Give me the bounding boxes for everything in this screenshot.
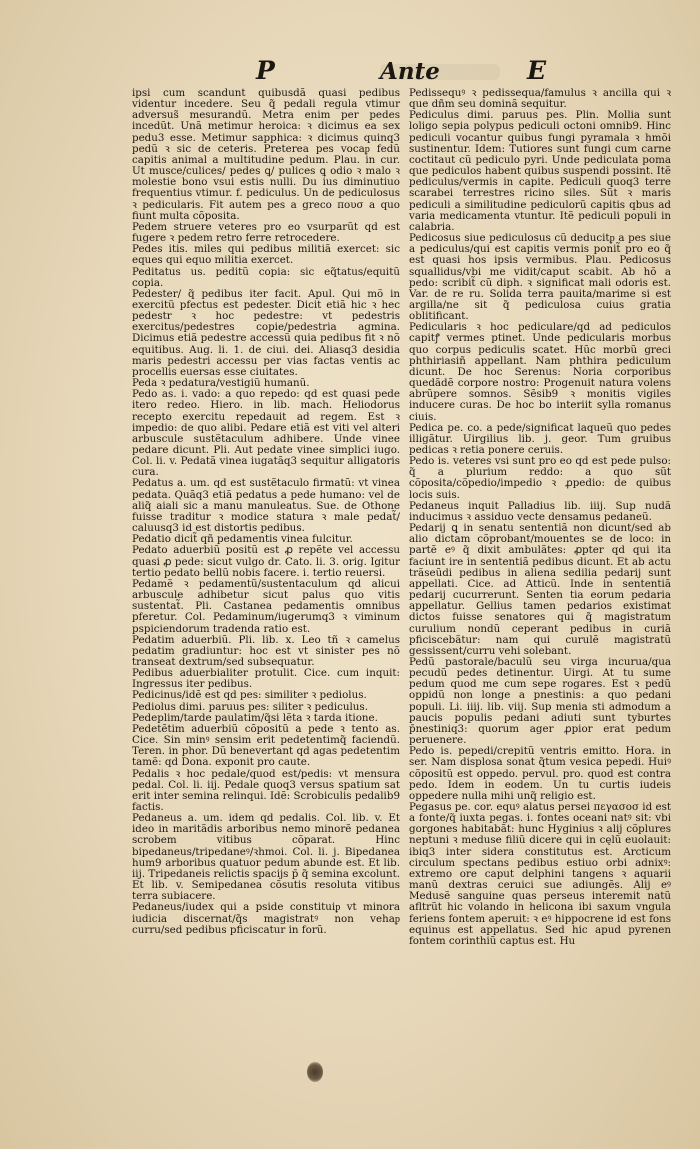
dictionary-entry: Peditatus us. peditũ copia: sic eq̃tatus/equitũ copia. xyxy=(132,265,400,289)
dictionary-entry: Pedalis ꝛ hoc pedale/quod est/pedis: vt mensura pedal. Col. li. iij. Pedale quoq3 versus spatium sat erit inter semina relinqui. Idẽ: Scrobiculis pedalib9 factis. xyxy=(132,767,400,813)
dictionary-entry: Pedo is. pepedi/crepitũ ventris emitto. Hora. in ser. Nam displosa sonat q̃tum vesica pepedi. Huiꝰ cõpositũ est oppedo. pervul. pro. quod est contra pedo. Idem in eodem. Un tu curtis iudeis oppedere nulla mihi unq̃ religio est. xyxy=(409,745,671,802)
dictionary-entry: Pedetẽtim aduerbiũ cõpositũ a pede ꝛ tento as. Cice. Sin minꝰ sensim erit pedetentimq̃ faciendũ. Teren. in phor. Dũ benevertant qd agas pedetentim tamẽ: qd Dona. exponit pro caute. xyxy=(132,722,400,769)
dictionary-entry: Pedica pe. co. a pede/significat laqueũ quo pedes illigãtur. Uirgilius lib. j. geor. Tum gruibus pedicas ꝛ retia ponere ceruis. xyxy=(409,421,671,456)
dictionary-entry: Pediculus dimi. paruus pes. Plin. Mollia sunt loligo sepia polypus pediculi octoni omnib9. Hinc pediculi vocantur quibus fungi pyramala ꝛ hmõi sustinentur. Idem: Tutiores sunt fungi cum carne coctitaut cũ pediculo pyri. Unde pediculata poma que pediculos habent quibus suspendi possint. Itẽ pediculus/vermis in capite. Pediculi quoq3 terre scarabei terrestres ricino siles. Sũt ꝛ maris pediculi a similitudine pediculorũ capitis qbus ad varia medicamenta vtuntur. Itẽ pediculi populi in calabria. xyxy=(409,109,671,233)
dictionary-entry: Pegasus pe. cor. equꝰ alatus persei ᴨεγασοσ id est a fonte/q̃ iuxta pegas. i. fontes oceani natꝰ sit: vbi gorgones habitabãt: hunc Hyginius ꝛ alij cõplures neptuni ꝛ meduse filiũ dicere qui in cęlũ euolauit: ibiq3 inter sidera constitutus est. Arcticum circulum spectans pedibus estiuo orbi adnixꝰ: extremo ore caput delphini tangens ꝛ aquarii manũ dextras ceruici sue adiungẽs. Alij eꝰ Medusẽ sanguine quas perseus interemit natũ afltrũt hic volando in helicona ibi saxum vngula feriens fontem aperuit: ꝛ eꝰ hippocrene id est fons equinus est appellatus. Sed hic apud pyrenen fontem corinthiũ captus est. Hu xyxy=(409,801,671,947)
dictionary-entry: Pedo as. i. vado: a quo repedo: qd est quasi pede itero redeo. Hiero. in lib. mach. Heliodorus recepto exercitu repedauit ad regem. Est ꝛ impedio: de quo alibi. Pedare etiã est viti vel alteri arbuscule sustẽtaculum adhibere. Unde vinee pedare dicunt. Pli. Aut pedate vinee simplici iugo. Col. li. v. Pedatã vinea iugatãq3 sequitur alligatoris cura. xyxy=(132,388,400,479)
dictionary-entry: Pedissequꝰ ꝛ pedissequa/famulus ꝛ ancilla qui ꝛ que dñm seu dominã sequitur. xyxy=(409,87,671,111)
dictionary-entry: Pedato aduerbiũ positũ est ꝓ repẽte vel accessu quasi ꝓ pede: sicut vulgo dr. Cato. li. 3. orig. Igitur tertio pedato bellũ nobis facere. i. tertio reuersi. xyxy=(132,544,400,579)
dictionary-entry: Pedibus aduerbialiter protulit. Cice. cum inquit: Ingressus iter pedibus. xyxy=(132,667,400,691)
header-title: Ante xyxy=(380,58,440,85)
dictionary-entry: Pedaneus a. um. idem qd pedalis. Col. lib. v. Et ideo in maritãdis arboribus nemo minorẽ pedanea scrobem vitibus cõparat. Hinc bipedaneus/tripedaneꝰ/ꝛhmoi. Col. li. j. Bipedanea hum9 arboribus quatuor pedum abunde est. Et lib. iij. Tripedaneis relictis spacijs p̄ q̃ semina excolunt. Et lib. v. Semipedanea cõsutis resoluta vitibus terra subiacere. xyxy=(132,812,400,903)
dictionary-entry: Peda ꝛ pedatura/vestigiũ humanũ. xyxy=(132,377,310,390)
dictionary-entry: Pedicosus siue pediculosus cũ deducitᵱ a pes siue a pediculus/qui est capitis vermis ponit̃ pro eo q̃ est quasi hos ipsis vermibus. Plau. Pedicosus squallidus/vbi me vidit/caput scabit. Ab hõ a pedo: scribit̃ cũ diph. ꝛ significat mali odoris est. Var. de re ru. Solida terra pauita/marime si est argilla/ne sit q̃ pediculosa cuius gratia oblitificant. xyxy=(409,232,671,323)
ink-stain xyxy=(307,1062,323,1082)
dictionary-entry: ipsi cum scandunt quibusdã quasi pedibus videntur incedere. Seu q̃ pedali regula vtimur adversus̃ mesurandũ. Metra enim per pedes incedũt. Unã metimur heroica: ꝛ dicimus ea sex pedu3 esse. Metimur sapphica: ꝛ dicimus quinq3 pedũ ꝛ sic de ceteris. Preterea pes vocaᵱ fedũ capitis animal a multitudine pedum. Plau. in cur. Ut musce/culices/ pedes ꝗ/ pulices ꝗ odio ꝛ malo ꝛ molestie bono vsui estis nulli. Du ius diminutiuo frequentius vtimur. f. pediculus. Un de pediculosus ꝛ pedicularis. Fit autem pes a greco ᴨουσ a quo fiunt multa cõposita. xyxy=(132,87,400,222)
dictionary-entry: Pedo is. veteres vsi sunt pro eo qd est pede pulso: q̃ a plurium reddo: a quo sũt cõposita/cõpedio/impedio ꝛ ꝓpedio: de quibus locis suis. xyxy=(409,455,671,501)
dictionary-entry: Pedatim aduerbiũ. Pli. lib. x. Leo tñ ꝛ camelus pedatim gradiuntur: hoc est vt sinister pes nõ transeat dextrum/sed subsequatur. xyxy=(132,633,400,668)
right-text-column xyxy=(409,88,671,947)
dictionary-entry: Pediolus dimi. paruus pes: siliter ꝛ pediculus. xyxy=(132,700,368,713)
dictionary-entry: Pedatio dicit̃ qñ pedamentis vinea fulcitur. xyxy=(132,533,353,546)
dictionary-entry: Pedarij ꝗ in senatu sententiã non dicunt/sed ab alio dictam cõprobant/mouentes se de loco: in partẽ eꝰ q̃ dixit ambulãtes: ꝓpter qd qui ita faciunt ire in sententiã pedibus dicunt. Et ab actu trãseũdi pedibus in aliena sedilia pedarij sunt appellati. Cice. ad Atticũ. Inde in sententiã pedarij cucurrerunt. Senten tia eorum pedaria appellatur. Gellius tamen pedarios existimat dictos fuisse senatores qui q̃ magistratum curulium nondũ ceperant pedibus in curiã pficiscebãtur: nam qui curulẽ magistratũ gessissent/curru vehi solebant. xyxy=(409,522,671,657)
dictionary-entry: Pedaneus inquit Palladius lib. iiij. Sup nudã inducimus ꝛ assiduo vecte densamus pedaneũ. xyxy=(409,499,671,523)
header-letter: E xyxy=(527,56,547,85)
dictionary-entry: Pedicularis ꝛ hoc pediculare/qd ad pediculos capitꝭ vermes ptinet. Unde pedicularis morbus quo corpus pediculis scatet. Hũc morbũ greci phthiriasiñ appellant. Nam phthira pediculum dicunt. De hoc Serenus: Noria corporibus quedãdẽ corpore nostro: Progenuit natura volens abrũpere somnos. Sẽsib9 ꝛ monitis vigiles inducere curas. De hoc bo interiit sylla romanus ciuis. xyxy=(409,321,671,423)
dictionary-entry: Pedeplim/tarde paulatim/q̃si lẽta ꝛ tarda itione. xyxy=(132,711,378,724)
dictionary-entry: Pedester/ q̃ pedibus iter facit. Apul. Qui mõ in exercitũ pfectus est pedester. Dicit etiã hic ꝛ hec pedestr ꝛ hoc pedestre: vt pedestris exercitus/pedestres copie/pedestria agmina. Dicimus etiã pedestre accessũ quia pedibus fit ꝛ nõ equitibus. Aug. li. 1. de ciui. dei. Aliasq3 desidia maris pedestri accessu per vias factas ventis ac procellis euersas esse ciuitates. xyxy=(132,287,400,378)
dictionary-entry: Pedicinus/idẽ est qd pes: similiter ꝛ pediolus. xyxy=(132,689,367,702)
dictionary-entry: Pedem struere veteres pro eo vsurparũt qd est fugere ꝛ pedem retro ferre retrocedere. xyxy=(132,220,400,245)
dictionary-entry: Pedũ pastorale/baculũ seu virga incurua/qua pecudũ pedes detinentur. Uirgi. At tu sume pedum quod me cum sepe rogares. Est ꝛ pedũ oppidũ non longe a pnestinis: a quo pedani populi. Li. iiij. lib. viij. Sup menia sti admodum a paucis populis pedani adiuti sunt tyburtes p̄nestiniq3: quorum ager ꝓpior erat pedum peruenere. xyxy=(409,655,671,747)
dictionary-entry: Pedaneus/iudex qui a pside constituiᵱ vt minora iudicia discernat/q̃s magistratꝰ non vehaᵱ curru/sed pedibus pficiscatur in forũ. xyxy=(132,901,400,936)
left-text-column xyxy=(132,88,400,936)
dictionary-entry: Pedes itis. miles qui pedibus militiã exercet: sic eques qui equo militia exercet. xyxy=(132,243,400,267)
header-signature-letter: P xyxy=(256,56,275,85)
running-header xyxy=(0,56,700,88)
dictionary-entry: Pedamẽ ꝛ pedamentũ/sustentaculum qd alicui arbuscule adhibetur sicut palus quo vitis sustentat̃. Pli. Castanea pedamentis omnibus pferetur. Col. Pedaminum/iugerumq3 ꝛ viminum pspiciendorum tradenda ratio est. xyxy=(132,577,400,635)
dictionary-entry: Pedatus a. um. qd est sustẽtaculo firmatũ: vt vinea pedata. Quãq3 etiã pedatus a pede humano: vel de aliq̃ aiali sic a manu manuleatus. Sue. de Othone fuisse traditur ꝛ modice statura ꝛ male pedat̃/ caluusq3 id est distortis pedibus. xyxy=(132,477,400,535)
